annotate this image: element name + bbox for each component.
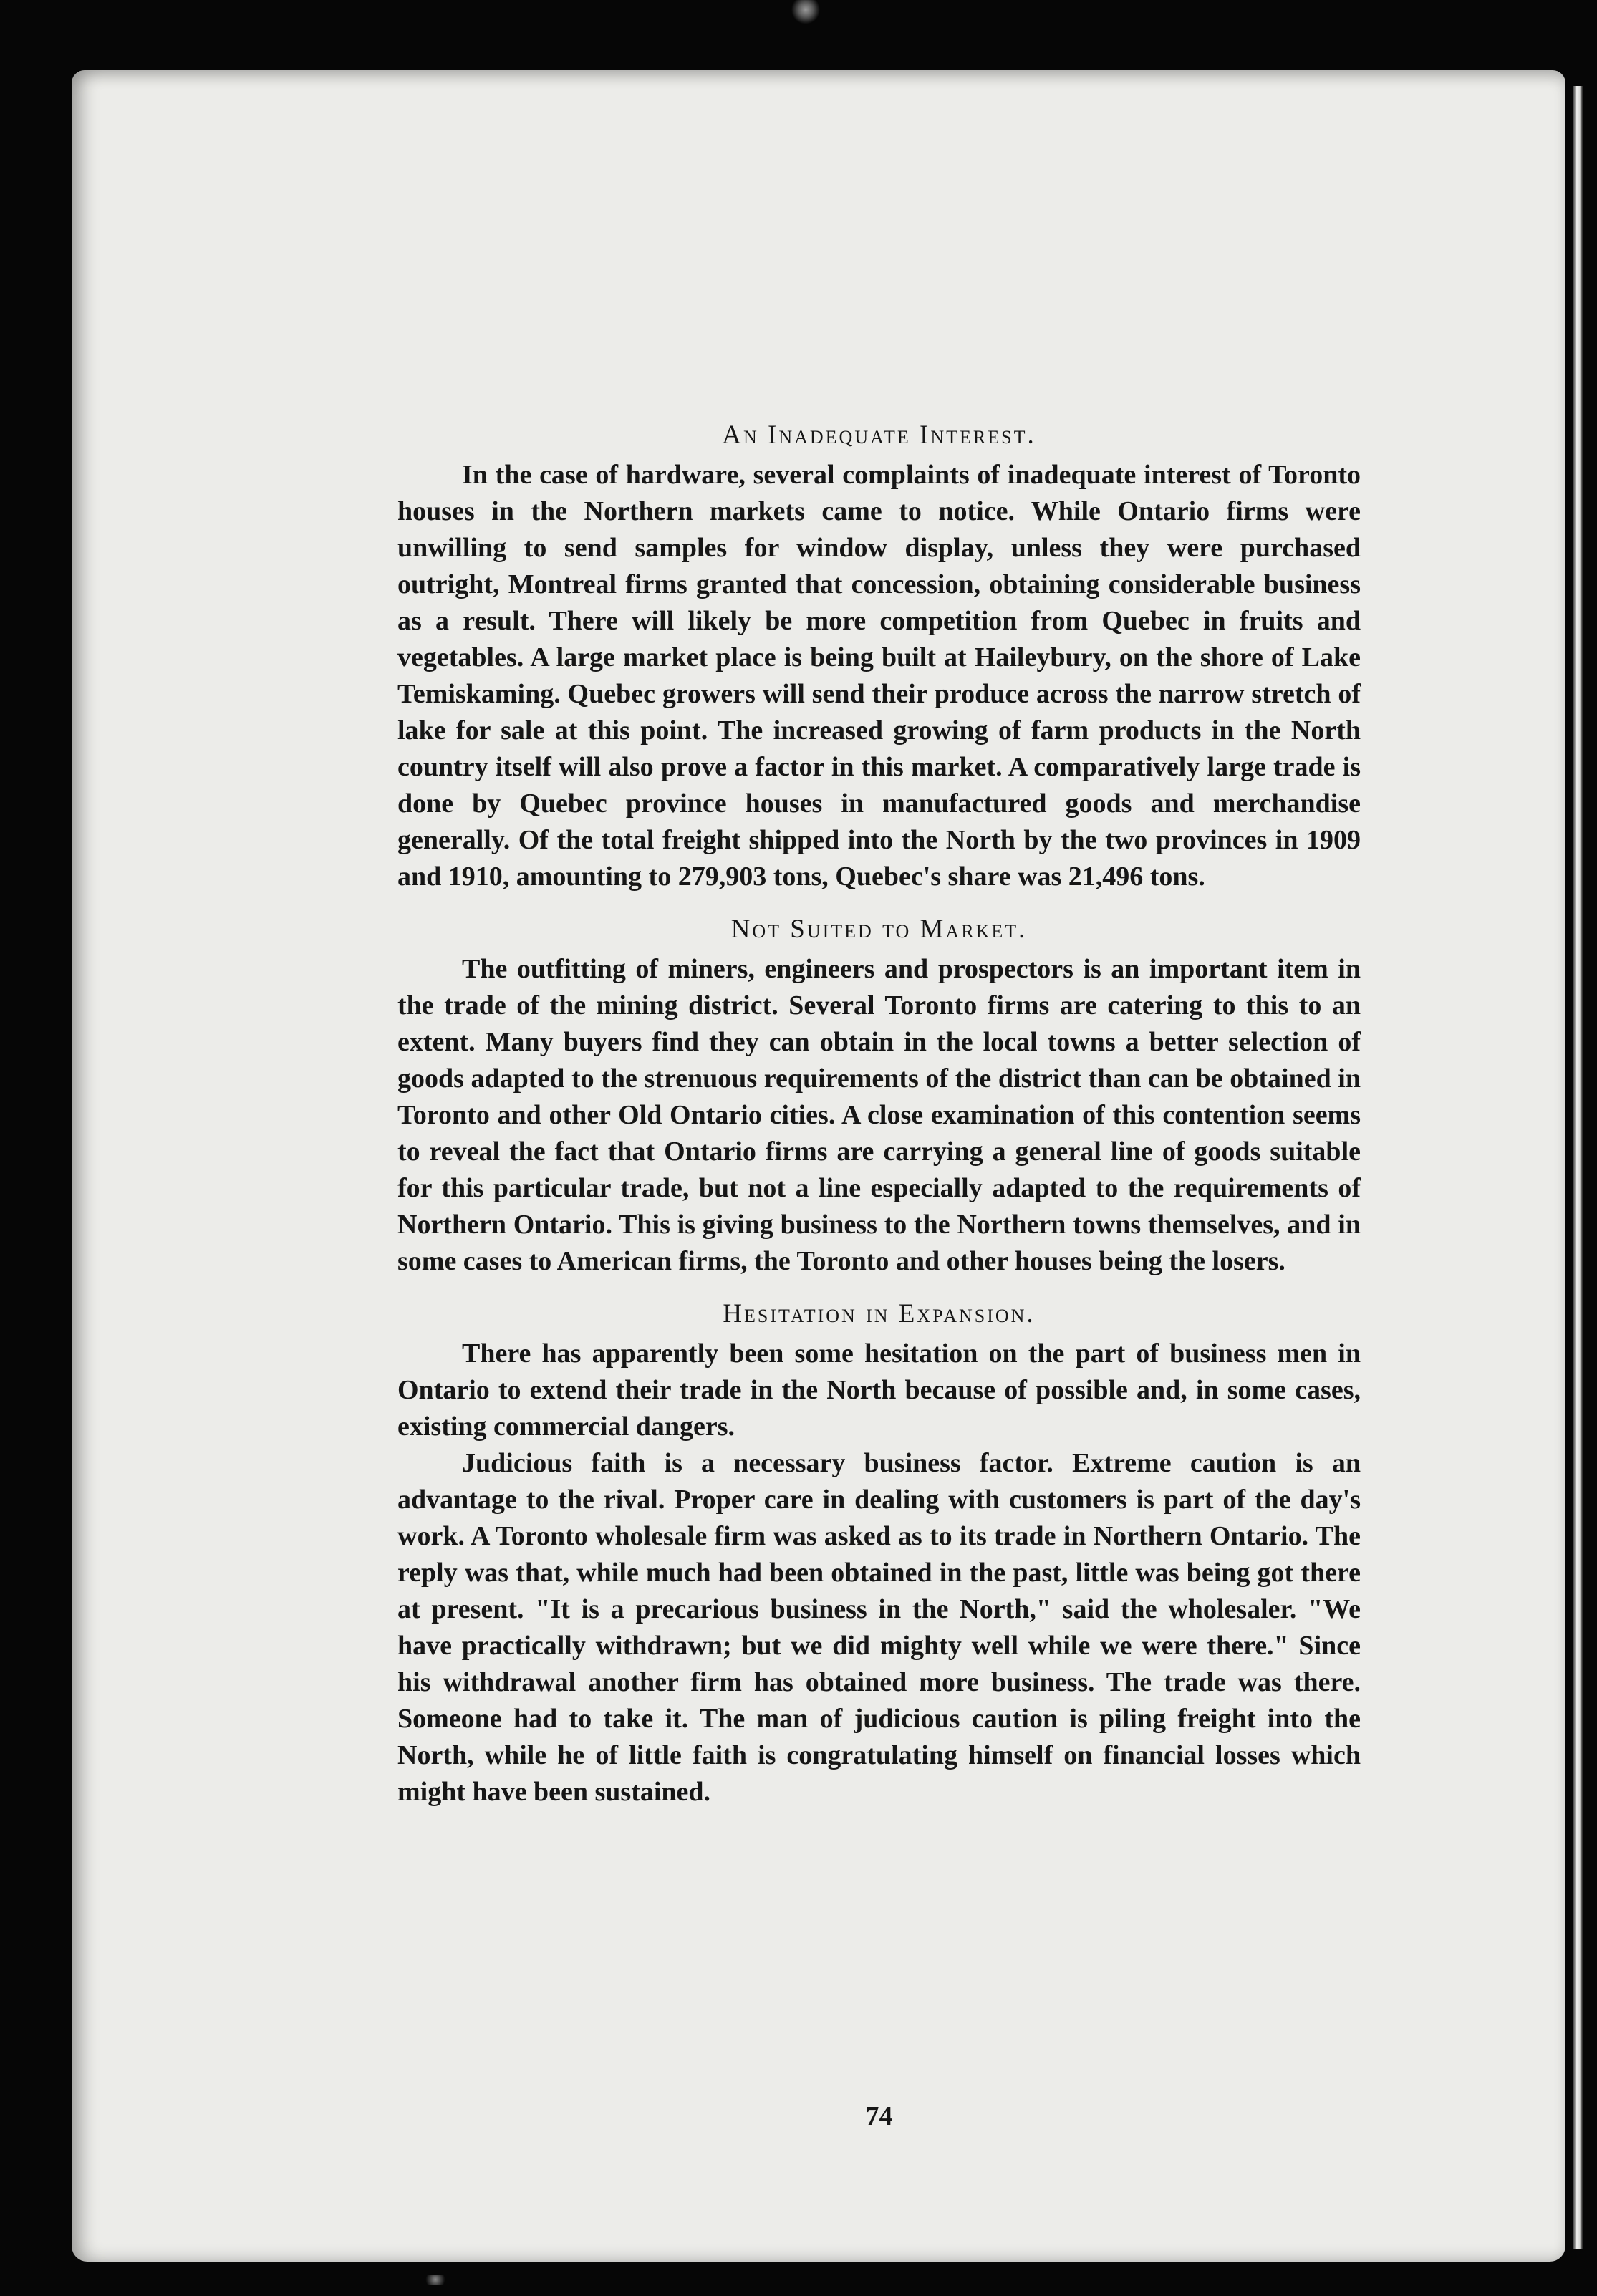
section-heading: Hesitation in Expansion. — [723, 1299, 1036, 1328]
section-heading: Not Suited to Market. — [730, 915, 1028, 944]
paragraph: The outfitting of miners, engineers and prospectors is an important item in the trade of the mining district. Several Toronto firms are catering to this to an extent. Many buyers find they can obtain in the local towns a better selection of goods adapted to the strenuous requirements of the district than can be obtained in Toronto and other Old Ontario cities. A close examination of this contention seems to reveal the fact that Ontario firms are carrying a general line of goods suitable for this particular trade, but not a line especially adapted to the requirements of Northern Ontario. This is giving business to the Northern towns themselves, and in some cases to American firms, the Toronto and other houses being the losers. — [397, 954, 1361, 1276]
scan-artifact — [423, 2275, 448, 2285]
paragraph: There has apparently been some hesitation on the part of business men in Ontario to extend their trade in the North because of possible and, in some cases, existing commercial dangers. — [397, 1338, 1361, 1442]
scan-artifact — [791, 0, 820, 24]
page-number: 74 — [865, 2101, 893, 2131]
paragraph: Judicious faith is a necessary business factor. Extreme caution is an advantage to the rival. Proper care in dealing with customers is part of the day's work. A Toronto wholesale firm was asked as to its trade in Northern Ontario. The reply was that, while much had been obtained in the past, little was being got there at present. "It is a precarious business in the North," said the wholesaler. "We have practically withdrawn; but we did mighty well while we were there." Since his withdrawal another firm has obtained more business. The trade was there. Someone had to take it. The man of judicious caution is piling freight into the North, while he of little faith is congratulating himself on financial losses which might have been sustained. — [397, 1448, 1361, 1807]
section-heading: An Inadequate Interest. — [722, 420, 1036, 450]
page-edge — [1573, 86, 1583, 2249]
page-content — [397, 342, 1361, 2131]
document-page — [72, 70, 1565, 2262]
paragraph: In the case of hardware, several complaints of inadequate interest of Toronto houses in the Northern markets came to notice. While Ontario firms were unwilling to send samples for window display, unless they were purchased outright, Montreal firms granted that concession, obtaining considerable business as a result. There will likely be more competition from Quebec in fruits and vegetables. A large market place is being built at Haileybury, on the shore of Lake Temiskaming. Quebec growers will send their produce across the narrow stretch of lake for sale at this point. The increased growing of farm products in the North country itself will also prove a factor in this market. A comparatively large trade is done by Quebec province houses in manufactured goods and merchandise generally. Of the total freight shipped into the North by the two provinces in 1909 and 1910, amounting to 279,903 tons, Quebec's share was 21,496 tons. — [397, 460, 1361, 892]
